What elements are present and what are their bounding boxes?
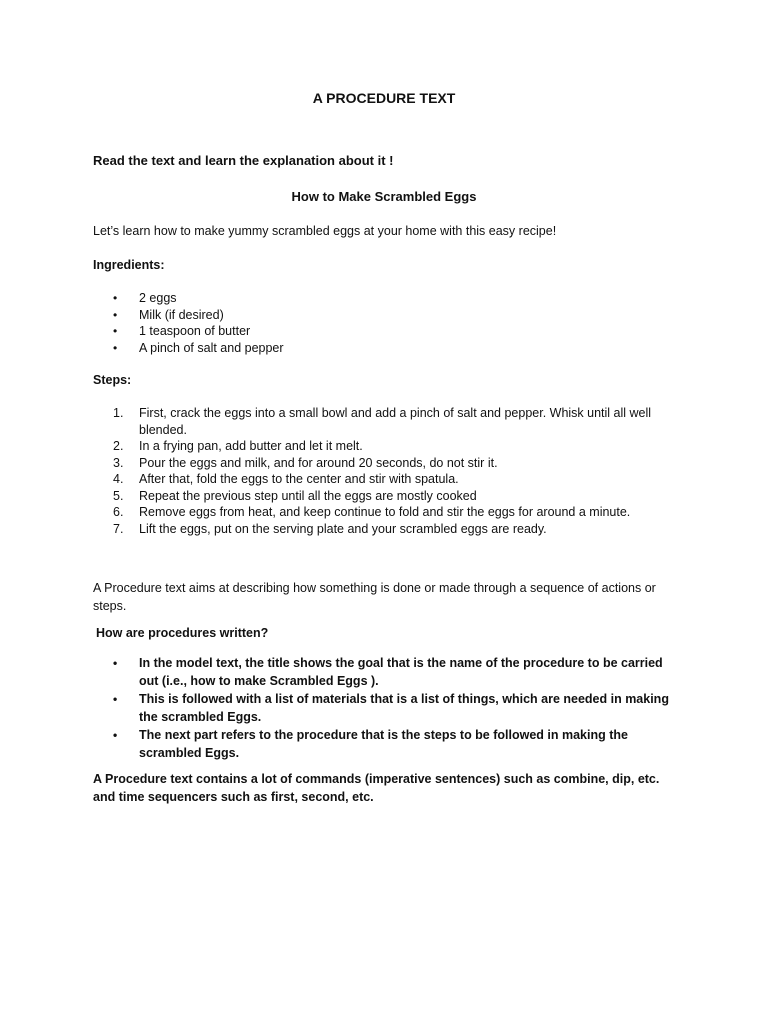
- bullet-icon: •: [113, 324, 118, 338]
- point-text: This is followed with a list of materials that is a list of things, which are needed in making the scrambled Eggs.: [139, 692, 669, 724]
- step-text: After that, fold the eggs to the center and stir with spatula.: [139, 472, 459, 486]
- bullet-icon: •: [113, 291, 118, 305]
- step-number: 7.: [113, 521, 124, 536]
- ingredients-heading: Ingredients:: [93, 258, 165, 272]
- point-text: In the model text, the title shows the goal that is the name of the procedure to be carried out (i.e., how to make Scrambled Eggs ).: [139, 656, 663, 688]
- bullet-icon: •: [113, 307, 118, 322]
- ingredients-list: [93, 290, 683, 356]
- ingredient-text: 1 teaspoon of butter: [139, 324, 251, 338]
- list-item: [93, 488, 683, 505]
- step-text: Pour the eggs and milk, and for around 20 seconds, do not stir it.: [139, 455, 498, 470]
- step-number: 4.: [113, 472, 124, 486]
- bullet-icon: •: [113, 692, 118, 706]
- step-number: 6.: [113, 505, 124, 519]
- ingredient-text: Milk (if desired): [139, 307, 224, 322]
- ingredient-text: 2 eggs: [139, 291, 177, 305]
- how-written-list: [93, 654, 683, 762]
- intro-text: Let’s learn how to make yummy scrambled eggs at your home with this easy recipe!: [93, 224, 557, 238]
- step-text: In a frying pan, add butter and let it melt.: [139, 439, 363, 453]
- bullet-icon: •: [113, 728, 118, 742]
- list-item: [93, 438, 683, 455]
- ingredient-text: A pinch of salt and pepper: [139, 340, 284, 355]
- step-number: 5.: [113, 488, 124, 503]
- point-text: The next part refers to the procedure that is the steps to be followed in making the scrambled Eggs.: [139, 728, 628, 760]
- how-written-heading: How are procedures written?: [96, 626, 269, 640]
- list-item: [93, 405, 683, 438]
- bullet-icon: •: [113, 340, 118, 355]
- bullet-icon: •: [113, 656, 118, 670]
- step-number: 3.: [113, 455, 124, 470]
- list-item: [93, 290, 683, 307]
- step-text: Remove eggs from heat, and keep continue to fold and stir the eggs for around a minute.: [139, 505, 631, 519]
- recipe-title: How to Make Scrambled Eggs: [291, 189, 477, 204]
- list-item: [93, 323, 683, 340]
- step-number: 2.: [113, 439, 124, 453]
- list-item: [93, 455, 683, 472]
- list-item: [93, 471, 683, 488]
- page-title: A PROCEDURE TEXT: [312, 90, 456, 106]
- step-number: 1.: [113, 406, 124, 420]
- steps-list: [93, 405, 683, 537]
- instruction-text: Read the text and learn the explanation about it !: [93, 153, 394, 168]
- list-item: [93, 726, 683, 762]
- list-item: [93, 504, 683, 521]
- list-item: [93, 690, 683, 726]
- definition-text: A Procedure text aims at describing how something is done or made through a sequence of actions or steps.: [93, 581, 656, 613]
- step-text: First, crack the eggs into a small bowl and add a pinch of salt and pepper. Whisk until all well blended.: [139, 406, 652, 437]
- list-item: [93, 340, 683, 357]
- step-text: Lift the eggs, put on the serving plate and your scrambled eggs are ready.: [139, 521, 547, 536]
- conclusion-text: A Procedure text contains a lot of commands (imperative sentences) such as combine, dip, etc. and time sequencers such as first, second, etc.: [93, 772, 660, 804]
- step-text: Repeat the previous step until all the eggs are mostly cooked: [139, 488, 477, 503]
- steps-heading: Steps:: [93, 373, 132, 387]
- list-item: [93, 521, 683, 538]
- list-item: [93, 307, 683, 324]
- list-item: [93, 654, 683, 690]
